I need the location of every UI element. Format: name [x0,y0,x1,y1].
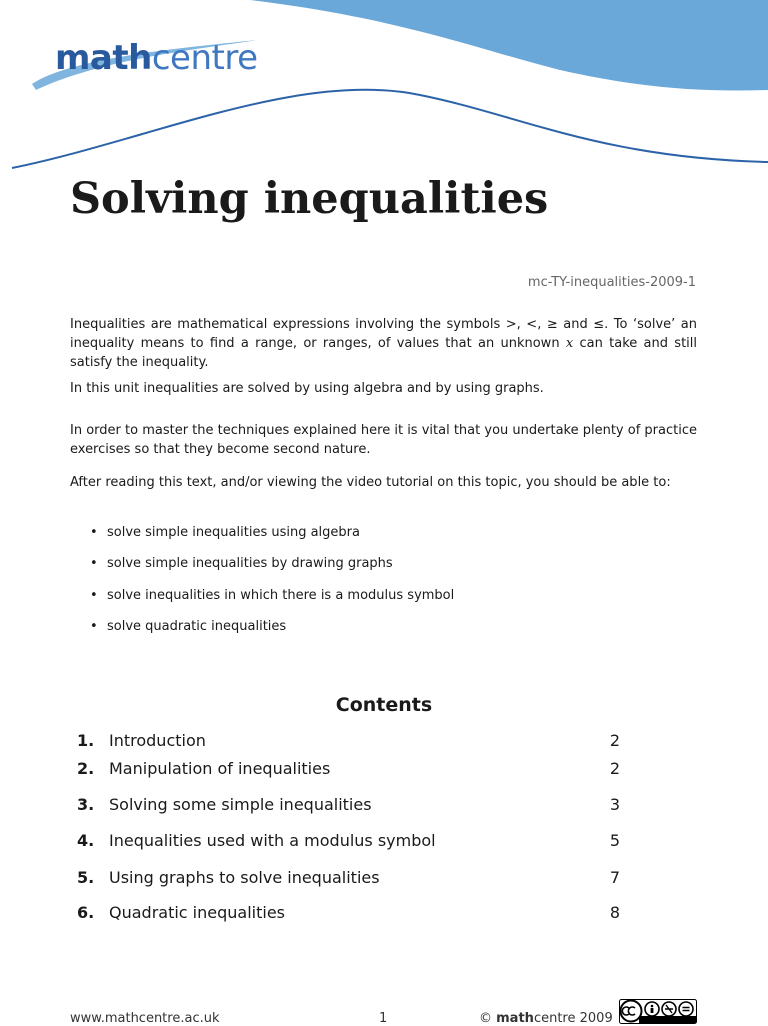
list-item: • solve simple inequalities using algebra [90,523,454,554]
logo-light: centre [151,38,258,78]
toc-entry[interactable]: 3. Solving some simple inequalities 3 [77,795,620,814]
footer-url[interactable]: www.mathcentre.ac.uk [70,1011,220,1026]
document-id: mc-TY-inequalities-2009-1 [527,275,696,290]
list-item: • solve quadratic inequalities [90,617,454,648]
variable-x: x [565,336,574,351]
footer-copyright: © mathcentre 2009 [479,1011,613,1026]
toc-entry[interactable]: 5. Using graphs to solve inequalities 7 [77,868,620,887]
objectives-list [90,523,454,648]
footer-page-number: 1 [379,1011,388,1026]
list-item: • solve simple inequalities by drawing graphs [90,554,454,585]
bullet-icon: • [90,525,98,540]
bullet-icon: • [90,587,98,603]
list-item: • solve inequalities in which there is a modulus symbol [90,586,454,617]
toc-entry[interactable]: 2. Manipulation of inequalities 2 [77,759,620,778]
toc-entry[interactable]: 6. Quadratic inequalities 8 [77,903,620,922]
intro-paragraph: Inequalities are mathematical expressions involving the symbols >, <, ≥ and ≤. To ‘solve’ an inequality means to find a range, or ranges, of values that an unknown x can take and still satisfy the inequality. [70,317,698,370]
logo-bold: math [55,38,152,78]
contents-heading: Contents [335,694,433,716]
toc-entry[interactable]: 1. Introduction 2 [77,731,620,750]
page-title: Solving inequalities [70,174,549,224]
bullet-icon: • [90,618,98,634]
creative-commons-icon [619,999,697,1024]
toc-entry[interactable]: 4. Inequalities used with a modulus symbol 5 [77,831,620,850]
bullet-icon: • [90,556,98,572]
algebra-graphs-paragraph: In this unit inequalities are solved by using algebra and by using graphs. [70,381,544,396]
mathcentre-logo[interactable] [55,38,257,78]
objectives-paragraph: After reading this text, and/or viewing the video tutorial on this topic, you should be able to: [70,475,671,490]
practice-paragraph: In order to master the techniques explained here it is vital that you undertake plenty of practice exercises so that they become second nature. [70,423,697,457]
